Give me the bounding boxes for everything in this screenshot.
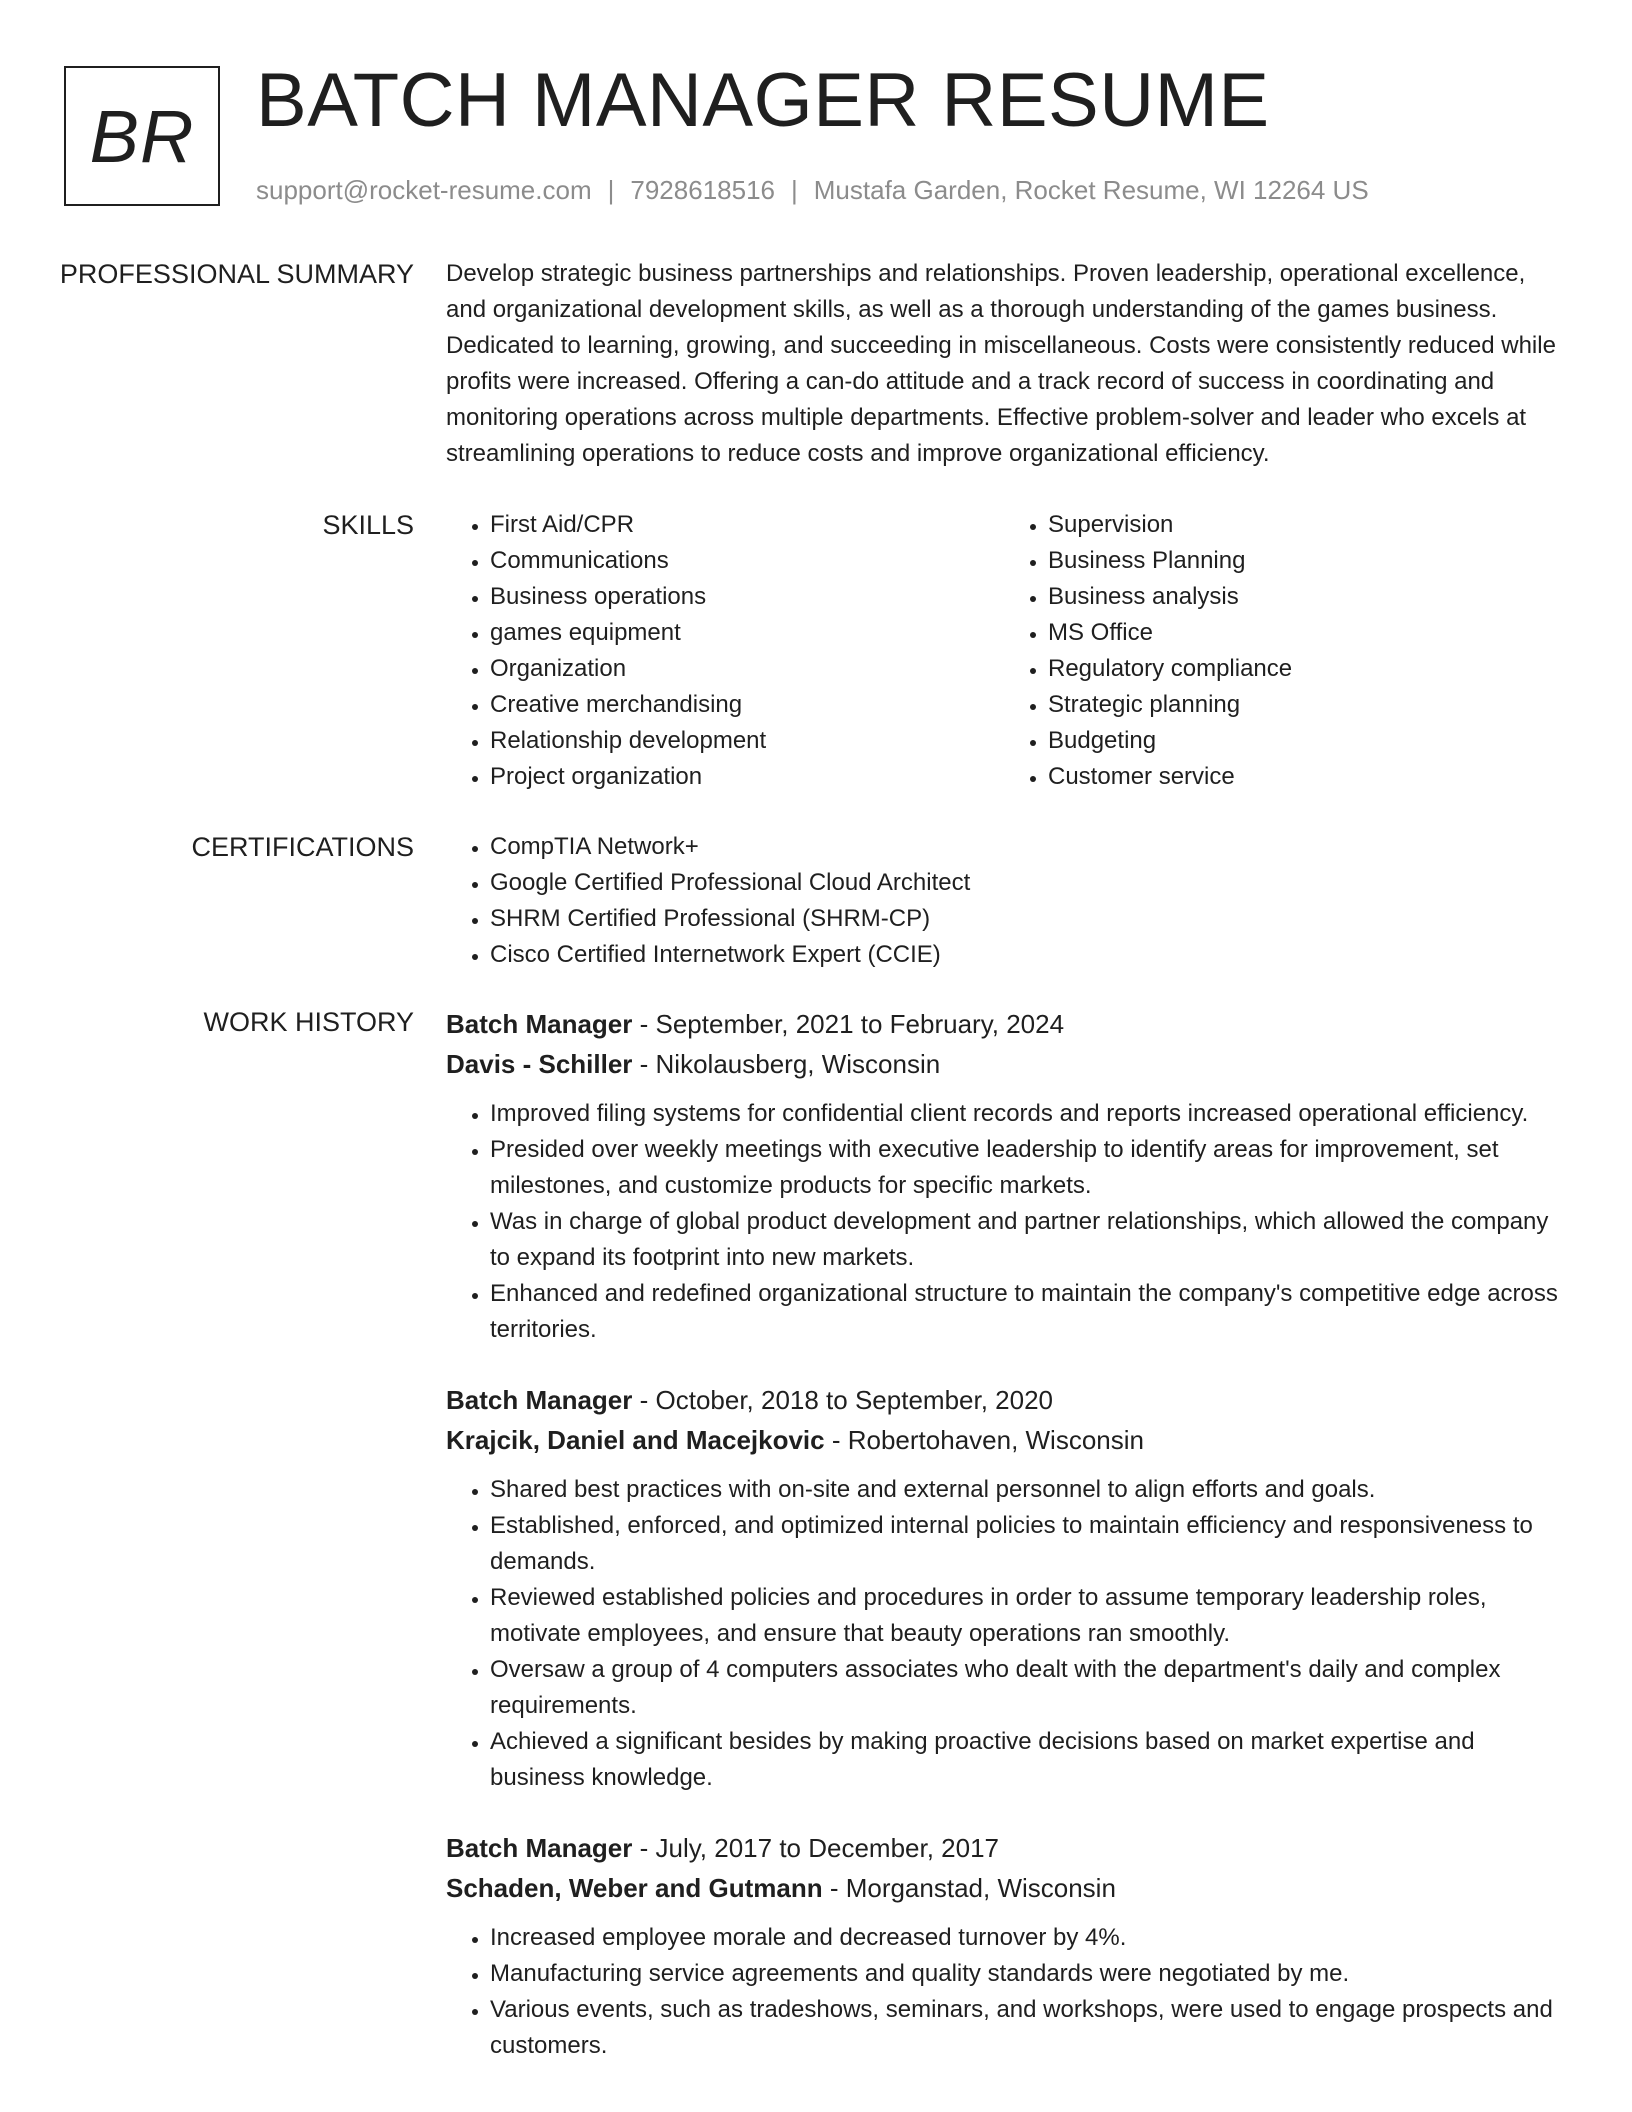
job-company-line	[446, 1044, 1562, 1084]
certification-item: • Google Certified Professional Cloud Architect	[490, 865, 1562, 901]
contact-separator: |	[791, 175, 798, 205]
skill-item: • Supervision	[1048, 507, 1562, 543]
job-company: Schaden, Weber and Gutmann	[446, 1873, 823, 1903]
job-title: Batch Manager	[446, 1833, 633, 1863]
summary-text: Develop strategic business partnerships and relationships. Proven leadership, operational excellence, and organizational development skills, as well as a thorough understanding of the games business. Dedicated to learning, growing, and succeeding in miscellaneous. Costs were consistently reduced while profits were increased. Offering a can-do attitude and a track record of success in coordinating and monitoring operations across multiple departments. Effective problem-solver and leader who excels at streamlining operations to reduce costs and improve organizational efficiency.	[446, 260, 1556, 467]
job-entry	[446, 1380, 1562, 1796]
job-bullet: • Shared best practices with on-site and external personnel to align efforts and goals.	[490, 1472, 1562, 1508]
contact-line	[256, 172, 1369, 208]
job-title: Batch Manager	[446, 1385, 633, 1415]
job-entry	[446, 1828, 1562, 2064]
job-bullet: • Manufacturing service agreements and quality standards were negotiated by me.	[490, 1956, 1562, 1992]
skill-item: • Business operations	[490, 579, 1004, 615]
skill-item: • Creative merchandising	[490, 687, 1004, 723]
job-bullet: • Enhanced and redefined organizational structure to maintain the company's competitive edge across territories.	[490, 1276, 1562, 1348]
job-bullet: • Oversaw a group of 4 computers associates who dealt with the department's daily and complex requirements.	[490, 1652, 1562, 1724]
contact-separator: |	[607, 175, 615, 205]
skills-list-left	[446, 507, 1004, 795]
skill-item: • First Aid/CPR	[490, 507, 1004, 543]
skill-item: • Regulatory compliance	[1048, 651, 1562, 687]
job-bullet: • Various events, such as tradeshows, seminars, and workshops, were used to engage prospects and customers.	[490, 1992, 1562, 2064]
job-bullets	[446, 1472, 1562, 1796]
skill-item: • Project organization	[490, 759, 1004, 795]
job-title-line	[446, 1828, 1562, 1868]
job-bullets	[446, 1920, 1562, 2064]
certification-item: • SHRM Certified Professional (SHRM-CP)	[490, 901, 1562, 937]
job-bullet: • Achieved a significant besides by making proactive decisions based on market expertise and business knowledge.	[490, 1724, 1562, 1796]
section-label-skills: SKILLS	[322, 510, 414, 540]
skill-item: • games equipment	[490, 615, 1004, 651]
job-bullet: • Was in charge of global product development and partner relationships, which allowed the company to expand its footprint into new markets.	[490, 1204, 1562, 1276]
job-title-line	[446, 1380, 1562, 1420]
skill-item: • MS Office	[1048, 615, 1562, 651]
skills-list-right	[1004, 507, 1562, 795]
job-title-line	[446, 1004, 1562, 1044]
job-location: - Nikolausberg, Wisconsin	[632, 1049, 941, 1079]
section-label-certifications: CERTIFICATIONS	[191, 832, 414, 862]
resume-title: BATCH MANAGER RESUME	[256, 58, 1270, 143]
certifications-list	[446, 829, 1562, 973]
contact-address: Mustafa Garden, Rocket Resume, WI 12264 US	[813, 175, 1369, 205]
skill-item: • Customer service	[1048, 759, 1562, 795]
job-company-line	[446, 1420, 1562, 1460]
skill-item: • Budgeting	[1048, 723, 1562, 759]
job-title: Batch Manager	[446, 1009, 633, 1039]
job-dates: - July, 2017 to December, 2017	[632, 1833, 1000, 1863]
contact-phone: 7928618516	[630, 175, 775, 205]
job-dates: - October, 2018 to September, 2020	[632, 1385, 1053, 1415]
monogram-logo: BR	[64, 66, 220, 206]
job-company-line	[446, 1868, 1562, 1908]
job-dates: - September, 2021 to February, 2024	[632, 1009, 1065, 1039]
job-company: Davis - Schiller	[446, 1049, 633, 1079]
job-bullet: • Improved filing systems for confidential client records and reports increased operational efficiency.	[490, 1096, 1562, 1132]
job-company: Krajcik, Daniel and Macejkovic	[446, 1425, 825, 1455]
job-bullets	[446, 1096, 1562, 1348]
job-bullet: • Reviewed established policies and procedures in order to assume temporary leadership roles, motivate employees, and ensure that beauty operations ran smoothly.	[490, 1580, 1562, 1652]
skill-item: • Organization	[490, 651, 1004, 687]
skill-item: • Strategic planning	[1048, 687, 1562, 723]
certification-item: • Cisco Certified Internetwork Expert (CCIE)	[490, 937, 1562, 973]
job-bullet: • Presided over weekly meetings with executive leadership to identify areas for improvement, set milestones, and customize products for specific markets.	[490, 1132, 1562, 1204]
skill-item: • Relationship development	[490, 723, 1004, 759]
skill-item: • Communications	[490, 543, 1004, 579]
job-location: - Morganstad, Wisconsin	[822, 1873, 1116, 1903]
job-entry	[446, 1004, 1562, 1348]
job-location: - Robertohaven, Wisconsin	[824, 1425, 1144, 1455]
section-label-work-history: WORK HISTORY	[203, 1007, 414, 1037]
certification-item: • CompTIA Network+	[490, 829, 1562, 865]
skill-item: • Business analysis	[1048, 579, 1562, 615]
section-label-summary: PROFESSIONAL SUMMARY	[59, 259, 414, 289]
job-bullet: • Increased employee morale and decreased turnover by 4%.	[490, 1920, 1562, 1956]
skill-item: • Business Planning	[1048, 543, 1562, 579]
contact-email: support@rocket-resume.com	[256, 175, 592, 205]
job-bullet: • Established, enforced, and optimized internal policies to maintain efficiency and responsiveness to demands.	[490, 1508, 1562, 1580]
